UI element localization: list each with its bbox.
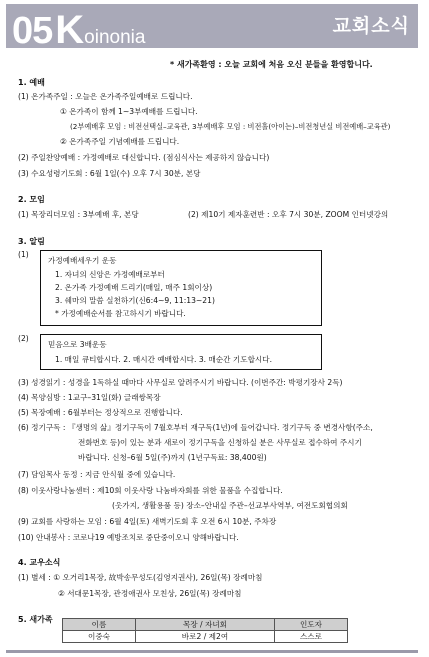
newcomer-table — [62, 618, 348, 643]
cell-name: 이중숙 — [63, 631, 136, 643]
header-banner — [6, 4, 418, 52]
faith-campaign-box — [40, 334, 322, 370]
section-newcomer-title: 5. 새가족 — [18, 615, 53, 624]
worship-item-1b: ② 온가족주일 기념예배를 드립니다. — [60, 137, 180, 146]
section-notice-title: 3. 알림 — [18, 237, 45, 246]
section-worship-title: 1. 예배 — [18, 78, 45, 87]
table-row — [63, 631, 348, 643]
notice-number-2: (2) — [18, 334, 29, 343]
section-members-title: 4. 교우소식 — [18, 558, 61, 567]
meeting-item-1: (1) 목장리더모임 : 3부예배 후, 본당 — [18, 210, 139, 219]
notice-number-1: (1) — [18, 250, 29, 259]
header-group: 목장 / 자녀회 — [136, 619, 275, 631]
section-meeting-title: 2. 모임 — [18, 195, 45, 204]
logo-text: oinonia — [84, 27, 146, 48]
members-item-1: (1) 별세 : ① 오거리1목장, 故박송무성도(김영지권사), 26일(목) 장례마침 — [18, 573, 263, 582]
notice-item-9: (9) 교회를 사랑하는 모임 : 6월 4일(토) 새벽기도회 후 오전 6시 10분, 주차장 — [18, 517, 277, 526]
family-worship-line-2: 2. 온가족 가정예배 드리기(매일, 매주 1회이상) — [55, 283, 213, 292]
welcome-notice: * 새가족환영 : 오늘 교회에 처음 오신 분들을 환영합니다. — [170, 60, 373, 69]
family-worship-line-1: 1. 자녀의 신앙은 가정예배로부터 — [55, 270, 165, 279]
members-item-1b: ② 서대문1목장, 관정애권사 모친상, 26일(목) 장례마침 — [58, 589, 242, 598]
page-title: 교회소식 — [332, 15, 410, 37]
worship-item-1-note: (2부예배후 모임 : 비전선택실–교육관, 3부예배후 모임 : 비전홀(아이는)–비전청년실 비전예배–교육관) — [70, 122, 391, 131]
notice-item-6c: 바랍니다. 신청–6월 5일(주)까지 (1년구독료: 38,400원) — [78, 453, 267, 462]
notice-item-6b: 전화번호 등)이 있는 분과 새로이 정기구독을 신청하실 분은 사무실로 접수하여 주시기 — [78, 438, 362, 447]
header-guide: 인도자 — [274, 619, 347, 631]
family-worship-title: 가정예배세우기 운동 — [48, 256, 117, 265]
notice-item-7: (7) 담임목사 동정 : 지금 안식월 중에 있습니다. — [18, 470, 176, 479]
koinonia-logo — [12, 5, 145, 56]
faith-campaign-line: 1. 매일 큐티합시다. 2. 매시간 예배합시다. 3. 매순간 기도합시다. — [55, 355, 273, 364]
footer-bar — [6, 650, 418, 653]
table-header-row — [63, 619, 348, 631]
notice-item-8b: (옷가지, 생활용품 등) 장소–안내실 주관–선교부사역부, 여전도회협의회 — [112, 501, 348, 510]
issue-number: 05 — [12, 10, 53, 52]
family-worship-line-4: * 가정예배순서를 참고하시기 바랍니다. — [55, 309, 186, 318]
cell-guide: 스스로 — [274, 631, 347, 643]
family-worship-line-3: 3. 쉐마의 말씀 실천하기(신6:4~9, 11:13~21) — [55, 296, 215, 305]
notice-item-8a: (8) 이웃사랑나눔센터 : 제10회 이웃사랑 나눔바자회를 위한 물품을 수집합니다. — [18, 486, 283, 495]
header-name: 이름 — [63, 619, 136, 631]
notice-item-6a: (6) 정기구독 : 『생명의 삶』정기구독이 7월호부터 재구독(1년)에 들어갑니다. 정기구독 중 변경사항(주소, — [18, 423, 373, 432]
worship-item-1: (1) 온가족주일 : 오늘은 온가족주일예배로 드립니다. — [18, 92, 193, 101]
logo-initial: K — [55, 8, 85, 52]
worship-item-3: (3) 수요성령기도회 : 6월 1일(수) 오후 7시 30분, 본당 — [18, 169, 201, 178]
worship-item-1a: ① 온가족이 함께 1~3부예배를 드립니다. — [60, 107, 198, 116]
notice-item-5: (5) 목장예배 : 6월부터는 정상적으로 진행합니다. — [18, 408, 183, 417]
family-worship-box — [40, 250, 322, 326]
notice-item-10: (10) 안내봉사 : 코로나19 예방조치로 중단중이오니 양해바랍니다. — [18, 533, 239, 542]
worship-item-2: (2) 주일찬양예배 : 가정예배로 대신합니다. (점심식사는 제공하지 않습니다) — [18, 153, 270, 162]
notice-item-4: (4) 목양심방 : 1교구–31일(화) 글래쌍목장 — [18, 393, 161, 402]
cell-group: 바로2 / 제2여 — [136, 631, 275, 643]
faith-campaign-title: 믿음으로 3배운동 — [48, 340, 107, 349]
notice-item-3: (3) 성경읽기 : 성경을 1독하실 때마다 사무실로 알려주시기 바랍니다. (이번주간: 박평기장사 2독) — [18, 378, 343, 387]
meeting-item-2: (2) 제10기 제자훈련반 : 오후 7시 30분, ZOOM 인터넷강의 — [188, 210, 389, 219]
